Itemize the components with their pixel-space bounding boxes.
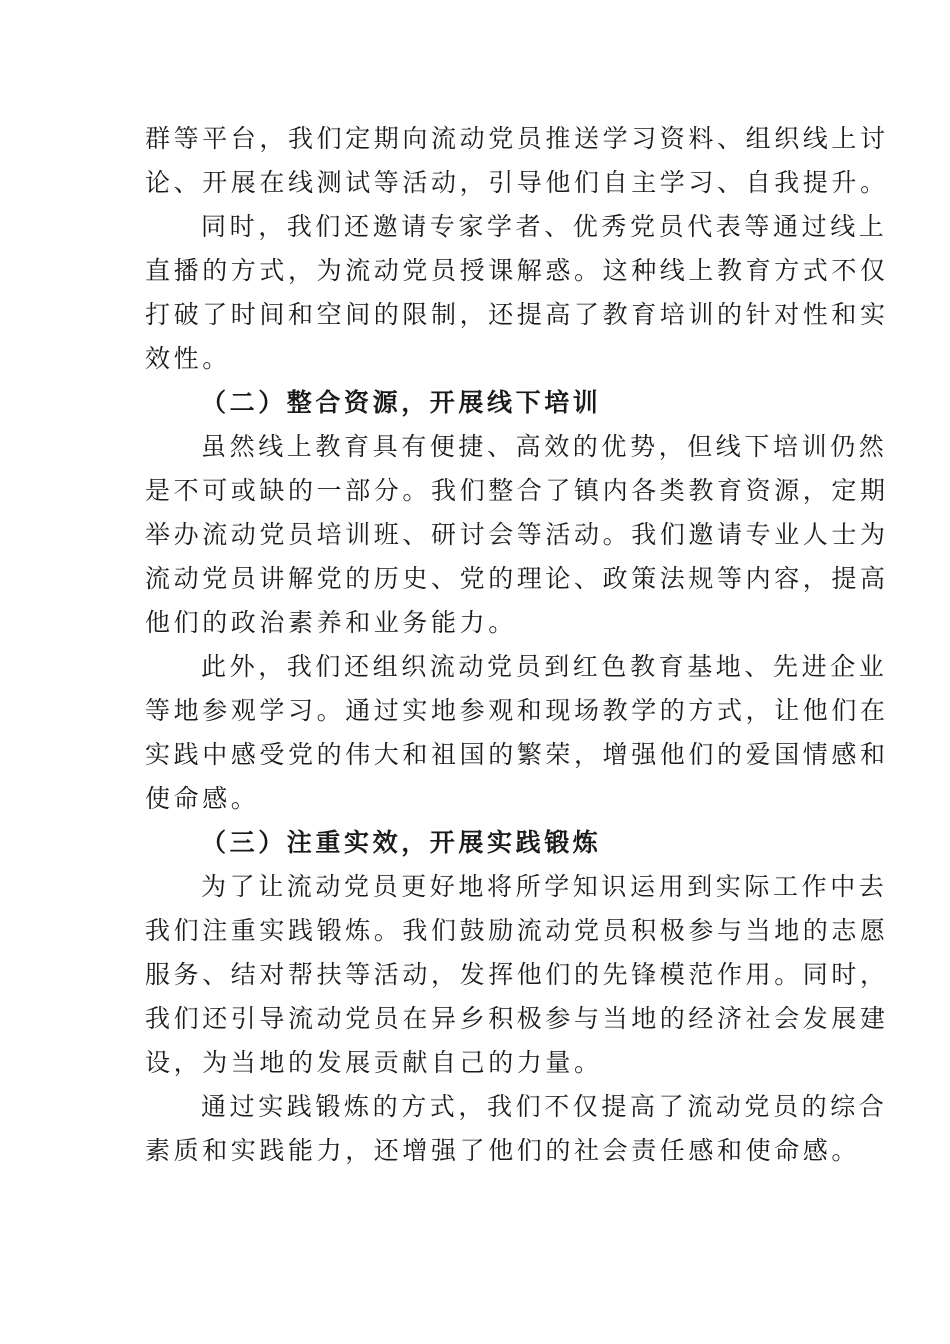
text-line: 等地参观学习。通过实地参观和现场教学的方式，让他们在 xyxy=(145,696,889,725)
text-line: 效性。 xyxy=(145,344,231,373)
text-line: 举办流动党员培训班、研讨会等活动。我们邀请专业人士为 xyxy=(145,520,889,549)
text-line: 素质和实践能力，还增强了他们的社会责任感和使命感。 xyxy=(145,1136,861,1165)
text-line: 虽然线上教育具有便捷、高效的优势，但线下培训仍然 xyxy=(201,432,888,461)
text-line: 实践中感受党的伟大和祖国的繁荣，增强他们的爱国情感和 xyxy=(145,740,889,769)
section-heading-2: （二）整合资源，开展线下培训 xyxy=(201,388,602,417)
text-line: 是不可或缺的一部分。我们整合了镇内各类教育资源，定期 xyxy=(145,476,889,505)
text-line: 服务、结对帮扶等活动，发挥他们的先锋模范作用。同时， xyxy=(145,960,889,989)
text-line: 论、开展在线测试等活动，引导他们自主学习、自我提升。 xyxy=(145,168,889,197)
section-heading-3: （三）注重实效，开展实践锻炼 xyxy=(201,828,602,857)
paragraph-online-platforms xyxy=(145,117,889,205)
text-line: 同时，我们还邀请专家学者、优秀党员代表等通过线上 xyxy=(201,212,888,241)
paragraph-results xyxy=(145,1085,888,1173)
text-line: 他们的政治素养和业务能力。 xyxy=(145,608,517,637)
text-line: 直播的方式，为流动党员授课解惑。这种线上教育方式不仅 xyxy=(145,256,889,285)
paragraph-practice xyxy=(145,865,889,1085)
text-line: 流动党员讲解党的历史、党的理论、政策法规等内容，提高 xyxy=(145,564,889,593)
paragraph-offline-training xyxy=(145,425,889,645)
text-line: 为了让流动党员更好地将所学知识运用到实际工作中去 xyxy=(201,872,888,901)
text-line: 我们注重实践锻炼。我们鼓励流动党员积极参与当地的志愿 xyxy=(145,916,889,945)
text-line: 此外，我们还组织流动党员到红色教育基地、先进企业 xyxy=(201,652,888,681)
text-line: 打破了时间和空间的限制，还提高了教育培训的针对性和实 xyxy=(145,300,889,329)
paragraph-site-visits xyxy=(145,645,889,821)
text-line: 设，为当地的发展贡献自己的力量。 xyxy=(145,1048,603,1077)
text-line: 我们还引导流动党员在异乡积极参与当地的经济社会发展建 xyxy=(145,1004,889,1033)
paragraph-live-streaming xyxy=(145,205,889,381)
text-line: 通过实践锻炼的方式，我们不仅提高了流动党员的综合 xyxy=(201,1092,888,1121)
text-line: 使命感。 xyxy=(145,784,260,813)
text-line: 群等平台，我们定期向流动党员推送学习资料、组织线上讨 xyxy=(145,124,889,153)
document-page xyxy=(145,117,889,1173)
